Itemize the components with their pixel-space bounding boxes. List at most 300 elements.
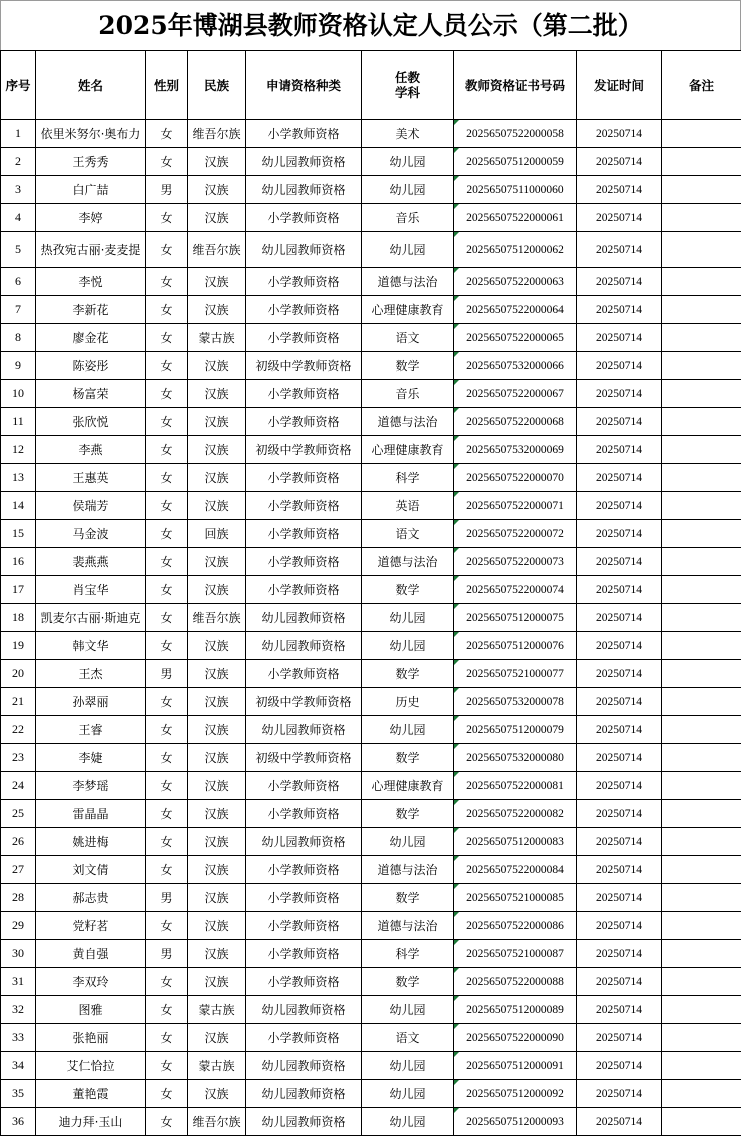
date-cell: 20250714 (577, 968, 662, 996)
header-gender: 性别 (146, 51, 188, 120)
header-ethnicity: 民族 (188, 51, 246, 120)
subject-cell: 幼儿园 (362, 1080, 454, 1108)
gender-cell: 女 (146, 436, 188, 464)
gender-cell: 女 (146, 604, 188, 632)
subject-cell: 英语 (362, 492, 454, 520)
date-cell: 20250714 (577, 660, 662, 688)
table-row (1, 352, 741, 380)
subject-cell: 语文 (362, 324, 454, 352)
subject-cell: 幼儿园 (362, 232, 454, 268)
name-cell: 姚进梅 (36, 828, 146, 856)
date-cell: 20250714 (577, 204, 662, 232)
index-cell: 2 (1, 148, 36, 176)
header-index: 序号 (1, 51, 36, 120)
subject-cell: 道德与法治 (362, 408, 454, 436)
remarks-cell (662, 884, 741, 912)
date-cell: 20250714 (577, 1052, 662, 1080)
table-row (1, 204, 741, 232)
table-row (1, 492, 741, 520)
gender-cell: 女 (146, 968, 188, 996)
index-cell: 20 (1, 660, 36, 688)
ethnicity-cell: 维吾尔族 (188, 232, 246, 268)
name-cell: 李婷 (36, 204, 146, 232)
qualification-cell: 小学教师资格 (246, 464, 362, 492)
table-row (1, 688, 741, 716)
name-cell: 王睿 (36, 716, 146, 744)
index-cell: 18 (1, 604, 36, 632)
gender-cell: 女 (146, 352, 188, 380)
ethnicity-cell: 汉族 (188, 968, 246, 996)
ethnicity-cell: 汉族 (188, 912, 246, 940)
ethnicity-cell: 汉族 (188, 828, 246, 856)
name-cell: 艾仁恰拉 (36, 1052, 146, 1080)
table-row (1, 120, 741, 148)
qualification-cell: 幼儿园教师资格 (246, 232, 362, 268)
ethnicity-cell: 汉族 (188, 176, 246, 204)
date-cell: 20250714 (577, 352, 662, 380)
subject-cell: 心理健康教育 (362, 436, 454, 464)
index-cell: 11 (1, 408, 36, 436)
certificate-cell: 20256507522000082 (454, 800, 577, 828)
date-cell: 20250714 (577, 912, 662, 940)
qualification-cell: 小学教师资格 (246, 520, 362, 548)
qualification-cell: 幼儿园教师资格 (246, 148, 362, 176)
gender-cell: 女 (146, 464, 188, 492)
remarks-cell (662, 632, 741, 660)
table-row (1, 268, 741, 296)
subject-cell: 道德与法治 (362, 912, 454, 940)
ethnicity-cell: 汉族 (188, 492, 246, 520)
index-cell: 4 (1, 204, 36, 232)
date-cell: 20250714 (577, 884, 662, 912)
ethnicity-cell: 汉族 (188, 1024, 246, 1052)
index-cell: 9 (1, 352, 36, 380)
qualification-cell: 幼儿园教师资格 (246, 828, 362, 856)
subject-cell: 语文 (362, 520, 454, 548)
remarks-cell (662, 856, 741, 884)
remarks-cell (662, 716, 741, 744)
ethnicity-cell: 汉族 (188, 436, 246, 464)
qualification-cell: 幼儿园教师资格 (246, 604, 362, 632)
gender-cell: 女 (146, 688, 188, 716)
gender-cell: 女 (146, 148, 188, 176)
date-cell: 20250714 (577, 800, 662, 828)
index-cell: 17 (1, 576, 36, 604)
subject-cell: 幼儿园 (362, 1108, 454, 1136)
index-cell: 5 (1, 232, 36, 268)
qualification-cell: 幼儿园教师资格 (246, 996, 362, 1024)
name-cell: 肖宝华 (36, 576, 146, 604)
subject-cell: 心理健康教育 (362, 296, 454, 324)
gender-cell: 女 (146, 492, 188, 520)
gender-cell: 男 (146, 176, 188, 204)
certificate-cell: 20256507512000059 (454, 148, 577, 176)
ethnicity-cell: 维吾尔族 (188, 1108, 246, 1136)
table-row (1, 800, 741, 828)
name-cell: 裴燕燕 (36, 548, 146, 576)
ethnicity-cell: 汉族 (188, 548, 246, 576)
date-cell: 20250714 (577, 604, 662, 632)
certificate-cell: 20256507522000070 (454, 464, 577, 492)
subject-cell: 数学 (362, 660, 454, 688)
remarks-cell (662, 996, 741, 1024)
remarks-cell (662, 520, 741, 548)
remarks-cell (662, 660, 741, 688)
ethnicity-cell: 维吾尔族 (188, 604, 246, 632)
certificate-cell: 20256507512000093 (454, 1108, 577, 1136)
date-cell: 20250714 (577, 856, 662, 884)
qualification-cell: 小学教师资格 (246, 1024, 362, 1052)
ethnicity-cell: 汉族 (188, 744, 246, 772)
ethnicity-cell: 汉族 (188, 688, 246, 716)
remarks-cell (662, 204, 741, 232)
subject-cell: 幼儿园 (362, 1052, 454, 1080)
gender-cell: 女 (146, 520, 188, 548)
table-row (1, 940, 741, 968)
name-cell: 王杰 (36, 660, 146, 688)
gender-cell: 女 (146, 716, 188, 744)
ethnicity-cell: 汉族 (188, 884, 246, 912)
index-cell: 10 (1, 380, 36, 408)
gender-cell: 女 (146, 380, 188, 408)
gender-cell: 女 (146, 632, 188, 660)
date-cell: 20250714 (577, 520, 662, 548)
index-cell: 27 (1, 856, 36, 884)
qualification-cell: 初级中学教师资格 (246, 688, 362, 716)
certificate-cell: 20256507522000072 (454, 520, 577, 548)
subject-cell: 道德与法治 (362, 856, 454, 884)
name-cell: 韩文华 (36, 632, 146, 660)
index-cell: 32 (1, 996, 36, 1024)
gender-cell: 男 (146, 884, 188, 912)
remarks-cell (662, 324, 741, 352)
subject-cell: 语文 (362, 1024, 454, 1052)
index-cell: 7 (1, 296, 36, 324)
table-row (1, 884, 741, 912)
date-cell: 20250714 (577, 1108, 662, 1136)
name-cell: 马金波 (36, 520, 146, 548)
table-row (1, 996, 741, 1024)
certificate-cell: 20256507512000089 (454, 996, 577, 1024)
table-row (1, 968, 741, 996)
table-row (1, 464, 741, 492)
certificate-cell: 20256507512000091 (454, 1052, 577, 1080)
qualification-cell: 小学教师资格 (246, 968, 362, 996)
date-cell: 20250714 (577, 548, 662, 576)
table-row (1, 856, 741, 884)
table-row (1, 380, 741, 408)
name-cell: 董艳霞 (36, 1080, 146, 1108)
header-name: 姓名 (36, 51, 146, 120)
gender-cell: 女 (146, 576, 188, 604)
name-cell: 陈姿彤 (36, 352, 146, 380)
subject-cell: 数学 (362, 968, 454, 996)
ethnicity-cell: 汉族 (188, 296, 246, 324)
subject-cell: 道德与法治 (362, 548, 454, 576)
ethnicity-cell: 汉族 (188, 408, 246, 436)
date-cell: 20250714 (577, 492, 662, 520)
index-cell: 16 (1, 548, 36, 576)
certificate-cell: 20256507521000077 (454, 660, 577, 688)
index-cell: 36 (1, 1108, 36, 1136)
qualification-cell: 小学教师资格 (246, 120, 362, 148)
name-cell: 党籽茗 (36, 912, 146, 940)
remarks-cell (662, 1052, 741, 1080)
date-cell: 20250714 (577, 176, 662, 204)
gender-cell: 女 (146, 744, 188, 772)
index-cell: 26 (1, 828, 36, 856)
gender-cell: 女 (146, 1108, 188, 1136)
table-row (1, 548, 741, 576)
index-cell: 3 (1, 176, 36, 204)
subject-cell: 历史 (362, 688, 454, 716)
name-cell: 杨富荣 (36, 380, 146, 408)
gender-cell: 女 (146, 800, 188, 828)
gender-cell: 女 (146, 1024, 188, 1052)
table-header-row (1, 51, 741, 120)
qualification-cell: 小学教师资格 (246, 380, 362, 408)
remarks-cell (662, 176, 741, 204)
certificate-cell: 20256507532000069 (454, 436, 577, 464)
index-cell: 31 (1, 968, 36, 996)
qualification-cell: 小学教师资格 (246, 548, 362, 576)
subject-cell: 幼儿园 (362, 996, 454, 1024)
certificate-cell: 20256507522000088 (454, 968, 577, 996)
name-cell: 李新花 (36, 296, 146, 324)
certificate-cell: 20256507522000063 (454, 268, 577, 296)
table-row (1, 296, 741, 324)
index-cell: 12 (1, 436, 36, 464)
certificate-cell: 20256507522000086 (454, 912, 577, 940)
table-row (1, 436, 741, 464)
date-cell: 20250714 (577, 296, 662, 324)
index-cell: 33 (1, 1024, 36, 1052)
qualification-cell: 小学教师资格 (246, 324, 362, 352)
qualification-cell: 小学教师资格 (246, 296, 362, 324)
name-cell: 黄自强 (36, 940, 146, 968)
ethnicity-cell: 维吾尔族 (188, 120, 246, 148)
header-qualification-type: 申请资格种类 (246, 51, 362, 120)
subject-cell: 数学 (362, 884, 454, 912)
subject-cell: 幼儿园 (362, 632, 454, 660)
remarks-cell (662, 772, 741, 800)
gender-cell: 女 (146, 548, 188, 576)
gender-cell: 女 (146, 828, 188, 856)
certificate-cell: 20256507522000067 (454, 380, 577, 408)
table-row (1, 1052, 741, 1080)
remarks-cell (662, 296, 741, 324)
certificate-cell: 20256507512000092 (454, 1080, 577, 1108)
qualification-cell: 幼儿园教师资格 (246, 1080, 362, 1108)
date-cell: 20250714 (577, 268, 662, 296)
certificate-cell: 20256507522000065 (454, 324, 577, 352)
subject-cell: 数学 (362, 800, 454, 828)
ethnicity-cell: 蒙古族 (188, 324, 246, 352)
table-row (1, 744, 741, 772)
name-cell: 李婕 (36, 744, 146, 772)
date-cell: 20250714 (577, 120, 662, 148)
index-cell: 1 (1, 120, 36, 148)
table-row (1, 576, 741, 604)
qualification-cell: 幼儿园教师资格 (246, 1108, 362, 1136)
ethnicity-cell: 汉族 (188, 352, 246, 380)
gender-cell: 女 (146, 296, 188, 324)
subject-cell: 幼儿园 (362, 716, 454, 744)
certificate-cell: 20256507522000074 (454, 576, 577, 604)
name-cell: 图雅 (36, 996, 146, 1024)
header-teaching-subject: 任教 学科 (362, 51, 454, 120)
certificate-cell: 20256507512000083 (454, 828, 577, 856)
certificate-cell: 20256507512000075 (454, 604, 577, 632)
ethnicity-cell: 汉族 (188, 204, 246, 232)
gender-cell: 女 (146, 1080, 188, 1108)
remarks-cell (662, 436, 741, 464)
subject-cell: 心理健康教育 (362, 772, 454, 800)
name-cell: 廖金花 (36, 324, 146, 352)
ethnicity-cell: 蒙古族 (188, 996, 246, 1024)
gender-cell: 女 (146, 408, 188, 436)
ethnicity-cell: 汉族 (188, 856, 246, 884)
certificate-cell: 20256507521000087 (454, 940, 577, 968)
table-row (1, 660, 741, 688)
date-cell: 20250714 (577, 464, 662, 492)
remarks-cell (662, 800, 741, 828)
remarks-cell (662, 1080, 741, 1108)
name-cell: 李燕 (36, 436, 146, 464)
remarks-cell (662, 940, 741, 968)
qualification-cell: 小学教师资格 (246, 884, 362, 912)
ethnicity-cell: 汉族 (188, 632, 246, 660)
name-cell: 热孜宛古丽·麦麦提 (36, 232, 146, 268)
index-cell: 21 (1, 688, 36, 716)
gender-cell: 男 (146, 940, 188, 968)
subject-cell: 数学 (362, 352, 454, 380)
certificate-cell: 20256507522000081 (454, 772, 577, 800)
ethnicity-cell: 汉族 (188, 576, 246, 604)
table-row (1, 604, 741, 632)
date-cell: 20250714 (577, 148, 662, 176)
date-cell: 20250714 (577, 380, 662, 408)
header-remarks: 备注 (662, 51, 741, 120)
header-issue-date: 发证时间 (577, 51, 662, 120)
qualification-cell: 小学教师资格 (246, 204, 362, 232)
certificate-cell: 20256507532000078 (454, 688, 577, 716)
name-cell: 郝志贵 (36, 884, 146, 912)
qualification-cell: 幼儿园教师资格 (246, 716, 362, 744)
subject-cell: 幼儿园 (362, 604, 454, 632)
index-cell: 19 (1, 632, 36, 660)
qualification-cell: 初级中学教师资格 (246, 436, 362, 464)
index-cell: 6 (1, 268, 36, 296)
qualification-cell: 初级中学教师资格 (246, 352, 362, 380)
certificate-cell: 20256507522000068 (454, 408, 577, 436)
subject-cell: 幼儿园 (362, 176, 454, 204)
index-cell: 30 (1, 940, 36, 968)
remarks-cell (662, 148, 741, 176)
qualification-cell: 幼儿园教师资格 (246, 1052, 362, 1080)
table-body (1, 120, 741, 1136)
page-title: 2025年博湖县教师资格认定人员公示（第二批） (0, 0, 741, 50)
table-row (1, 176, 741, 204)
name-cell: 依里米努尔·奥布力 (36, 120, 146, 148)
teacher-certification-table (0, 50, 741, 1136)
certificate-cell: 20256507522000073 (454, 548, 577, 576)
index-cell: 15 (1, 520, 36, 548)
subject-cell: 道德与法治 (362, 268, 454, 296)
table-row (1, 1108, 741, 1136)
table-row (1, 148, 741, 176)
ethnicity-cell: 汉族 (188, 464, 246, 492)
date-cell: 20250714 (577, 1024, 662, 1052)
table-row (1, 1080, 741, 1108)
certificate-cell: 20256507522000061 (454, 204, 577, 232)
subject-cell: 数学 (362, 744, 454, 772)
date-cell: 20250714 (577, 940, 662, 968)
name-cell: 凯麦尔古丽·斯迪克 (36, 604, 146, 632)
remarks-cell (662, 688, 741, 716)
name-cell: 李悦 (36, 268, 146, 296)
remarks-cell (662, 548, 741, 576)
index-cell: 14 (1, 492, 36, 520)
remarks-cell (662, 268, 741, 296)
index-cell: 8 (1, 324, 36, 352)
remarks-cell (662, 744, 741, 772)
gender-cell: 男 (146, 660, 188, 688)
certificate-cell: 20256507511000060 (454, 176, 577, 204)
ethnicity-cell: 汉族 (188, 660, 246, 688)
remarks-cell (662, 352, 741, 380)
qualification-cell: 初级中学教师资格 (246, 744, 362, 772)
gender-cell: 女 (146, 324, 188, 352)
gender-cell: 女 (146, 268, 188, 296)
certificate-cell: 20256507532000066 (454, 352, 577, 380)
subject-cell: 幼儿园 (362, 148, 454, 176)
table-row (1, 1024, 741, 1052)
gender-cell: 女 (146, 772, 188, 800)
subject-cell: 科学 (362, 940, 454, 968)
remarks-cell (662, 604, 741, 632)
table-row (1, 716, 741, 744)
date-cell: 20250714 (577, 688, 662, 716)
ethnicity-cell: 汉族 (188, 940, 246, 968)
remarks-cell (662, 912, 741, 940)
qualification-cell: 小学教师资格 (246, 912, 362, 940)
qualification-cell: 小学教师资格 (246, 268, 362, 296)
date-cell: 20250714 (577, 232, 662, 268)
name-cell: 李双玲 (36, 968, 146, 996)
ethnicity-cell: 汉族 (188, 268, 246, 296)
index-cell: 34 (1, 1052, 36, 1080)
qualification-cell: 小学教师资格 (246, 576, 362, 604)
qualification-cell: 幼儿园教师资格 (246, 176, 362, 204)
subject-cell: 数学 (362, 576, 454, 604)
qualification-cell: 小学教师资格 (246, 800, 362, 828)
index-cell: 29 (1, 912, 36, 940)
date-cell: 20250714 (577, 716, 662, 744)
index-cell: 13 (1, 464, 36, 492)
qualification-cell: 小学教师资格 (246, 772, 362, 800)
date-cell: 20250714 (577, 772, 662, 800)
index-cell: 35 (1, 1080, 36, 1108)
subject-cell: 幼儿园 (362, 828, 454, 856)
certificate-cell: 20256507522000058 (454, 120, 577, 148)
ethnicity-cell: 汉族 (188, 148, 246, 176)
date-cell: 20250714 (577, 324, 662, 352)
qualification-cell: 小学教师资格 (246, 856, 362, 884)
name-cell: 张欣悦 (36, 408, 146, 436)
qualification-cell: 小学教师资格 (246, 492, 362, 520)
name-cell: 王惠英 (36, 464, 146, 492)
